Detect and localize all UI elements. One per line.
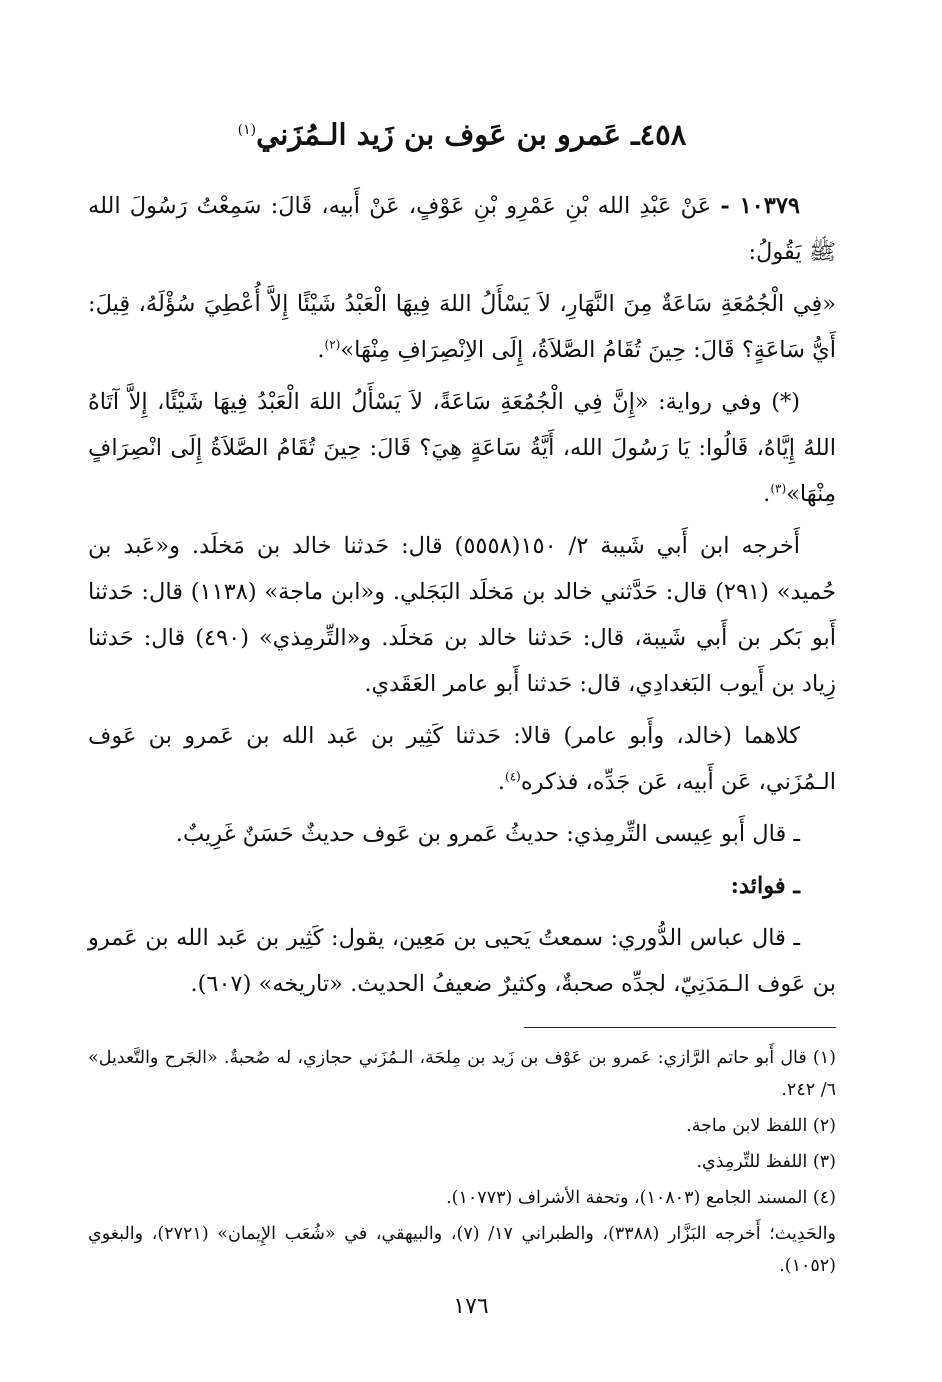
footnote-3: (٣) اللفظ للتِّرمِذي. <box>696 1151 836 1172</box>
page-body <box>88 100 836 1286</box>
hadith-number: ١٠٣٧٩ - <box>720 192 801 219</box>
page-number: ١٧٦ <box>453 1294 489 1319</box>
riwaya-paragraph: (*) وفي رواية: «إِنَّ فِي الْجُمُعَةِ سَاعَةً، لاَ يَسْأَلُ اللهَ الْعَبْدُ فِيهَا شَيْئًا، إِلاَّ آتَاهُ اللهُ إِيَّاهُ، قَالُوا: يَا رَسُولَ الله، أَيَّةُ سَاعَةٍ هِيَ؟ قَالَ: حِينَ تُقَامُ الصَّلاَةُ إِلَى انْصِرَافٍ مِنْهَا»$^{(٣)}$. <box>88 388 836 507</box>
chapter-title-text: ٤٥٨ـ عَمرو بن عَوف بن زَيد الـمُزَني <box>256 117 687 152</box>
fawaid-heading <box>88 863 836 909</box>
footnote-ref-2: (٢) <box>324 337 341 352</box>
isnad-summary-text: كلاهما (خالد، وأَبو عامر) قالا: حَدثنا كَثِير بن عَبد الله بن عَمرو بن عَوف الـمُزَني، عَن أَبيه، عَن جَدِّه، فذكره <box>88 722 836 795</box>
isnad-summary-paragraph: كلاهما (خالد، وأَبو عامر) قالا: حَدثنا كَثِير بن عَبد الله بن عَمرو بن عَوف الـمُزَني، عَن أَبيه، عَن جَدِّه، فذكره$^{(٤)}$. <box>88 722 836 795</box>
footnote-2: (٢) اللفظ لابن ماجة. <box>686 1115 836 1136</box>
hadith-matn: «فِي الْجُمُعَةِ سَاعَةٌ مِنَ النَّهَارِ، لاَ يَسْأَلُ اللهَ فِيهَا الْعَبْدُ شَيْئًا إِلاَّ أُعْطِيَ سُؤْلَهُ، قِيلَ: أَيُّ سَاعَةٍ؟ قَالَ: حِينَ تُقَامُ الصَّلاَةُ، إِلَى الاِنْصِرَافِ مِنْهَا»$^{(٢)}$. <box>88 290 836 363</box>
chapter-footnote-ref: (١) <box>237 122 257 138</box>
footnote-4: (٤) المسند الجامع (١٠٨٠٣)، وتحفة الأشراف (١٠٧٧٣). <box>446 1187 836 1208</box>
footnote-separator <box>524 1027 836 1028</box>
takhrij-paragraph <box>88 523 836 707</box>
chapter-title <box>88 110 836 155</box>
fawaid-text: ـ قال عباس الدُّوري: سمعتُ يَحيى بن مَعِين، يقول: كَثِير بن عَبد الله بن عَمرو بن عَوف الـمَدَنِيّ، لجدِّه صحبةٌ، وكثيرٌ ضعيفُ الحديث. «تاريخه» (٦٠٧). <box>88 924 836 997</box>
takhrij-text: أَخرجه ابن أَبي شَيبة ٢/ ١٥٠(٥٥٥٨) قال: حَدثنا خالد بن مَخلَد. و«عَبد بن حُميد» (٢٩١) قال: حَدَّثني خالد بن مَخلَد البَجَلي. و«ابن ماجة» (١١٣٨) قال: حَدثنا أَبو بَكر بن أَبي شَيبة، قال: حَدثنا خالد بن مَخلَد. و«التِّرمِذي» (٤٩٠) قال: حَدثنا زِياد بن أَيوب البَغدادِي، قال: حَدثنا أَبو عامر العَقَدي. <box>88 532 837 697</box>
tirmidhi-grading <box>88 811 836 857</box>
riwaya-text: (*) وفي رواية: «إِنَّ فِي الْجُمُعَةِ سَاعَةً، لاَ يَسْأَلُ اللهَ الْعَبْدُ فِيهَا شَيْئًا، إِلاَّ آتَاهُ اللهُ إِيَّاهُ، قَالُوا: يَا رَسُولَ الله، أَيَّةُ سَاعَةٍ هِيَ؟ قَالَ: حِينَ تُقَامُ الصَّلاَةُ إِلَى انْصِرَافٍ مِنْهَا» <box>88 388 836 507</box>
footnote-4-continuation: والحَدِيث؛ أَخرجه البَزَّار (٣٣٨٨)، والطبراني ١٧/ (٧)، والبيهقي، في «شُعَب الإِيمان» (٢٧٢١)، والبغوي (١٠٥٢). <box>88 1223 836 1276</box>
fawaid-heading-text: ـ فوائد: <box>730 872 800 899</box>
hadith-matn-text: «فِي الْجُمُعَةِ سَاعَةٌ مِنَ النَّهَارِ، لاَ يَسْأَلُ اللهَ فِيهَا الْعَبْدُ شَيْئًا إِلاَّ أُعْطِيَ سُؤْلَهُ، قِيلَ: أَيُّ سَاعَةٍ؟ قَالَ: حِينَ تُقَامُ الصَّلاَةُ، إِلَى الاِنْصِرَافِ مِنْهَا» <box>88 290 836 363</box>
hadith-paragraph <box>88 183 836 275</box>
footnote-ref-3: (٣) <box>770 481 787 496</box>
footnote-ref-4: (٤) <box>505 769 521 784</box>
fawaid-paragraph <box>88 915 836 1007</box>
footnote-1: (١) قال أَبو حاتم الرَّازي: عَمرو بن عَوْف بن زَيد بن مِلحَة، الـمُزَني حجازي، له صُحبةٌ. «الجَرح والتَّعديل» ٦/ ٢٤٢. <box>88 1047 836 1100</box>
hadith-isnad: عَنْ عَبْدِ الله بْنِ عَمْرِو بْنِ عَوْفٍ، عَنْ أَبيه، قَالَ: سَمِعْتُ رَسُولَ الله ﷺ يَقُولُ: <box>88 192 836 265</box>
tirmidhi-grading-text: ـ قال أَبو عِيسى التِّرمِذي: حديثُ عَمرو بن عَوف حديثٌ حَسَنٌ غَرِيبٌ. <box>175 820 800 847</box>
